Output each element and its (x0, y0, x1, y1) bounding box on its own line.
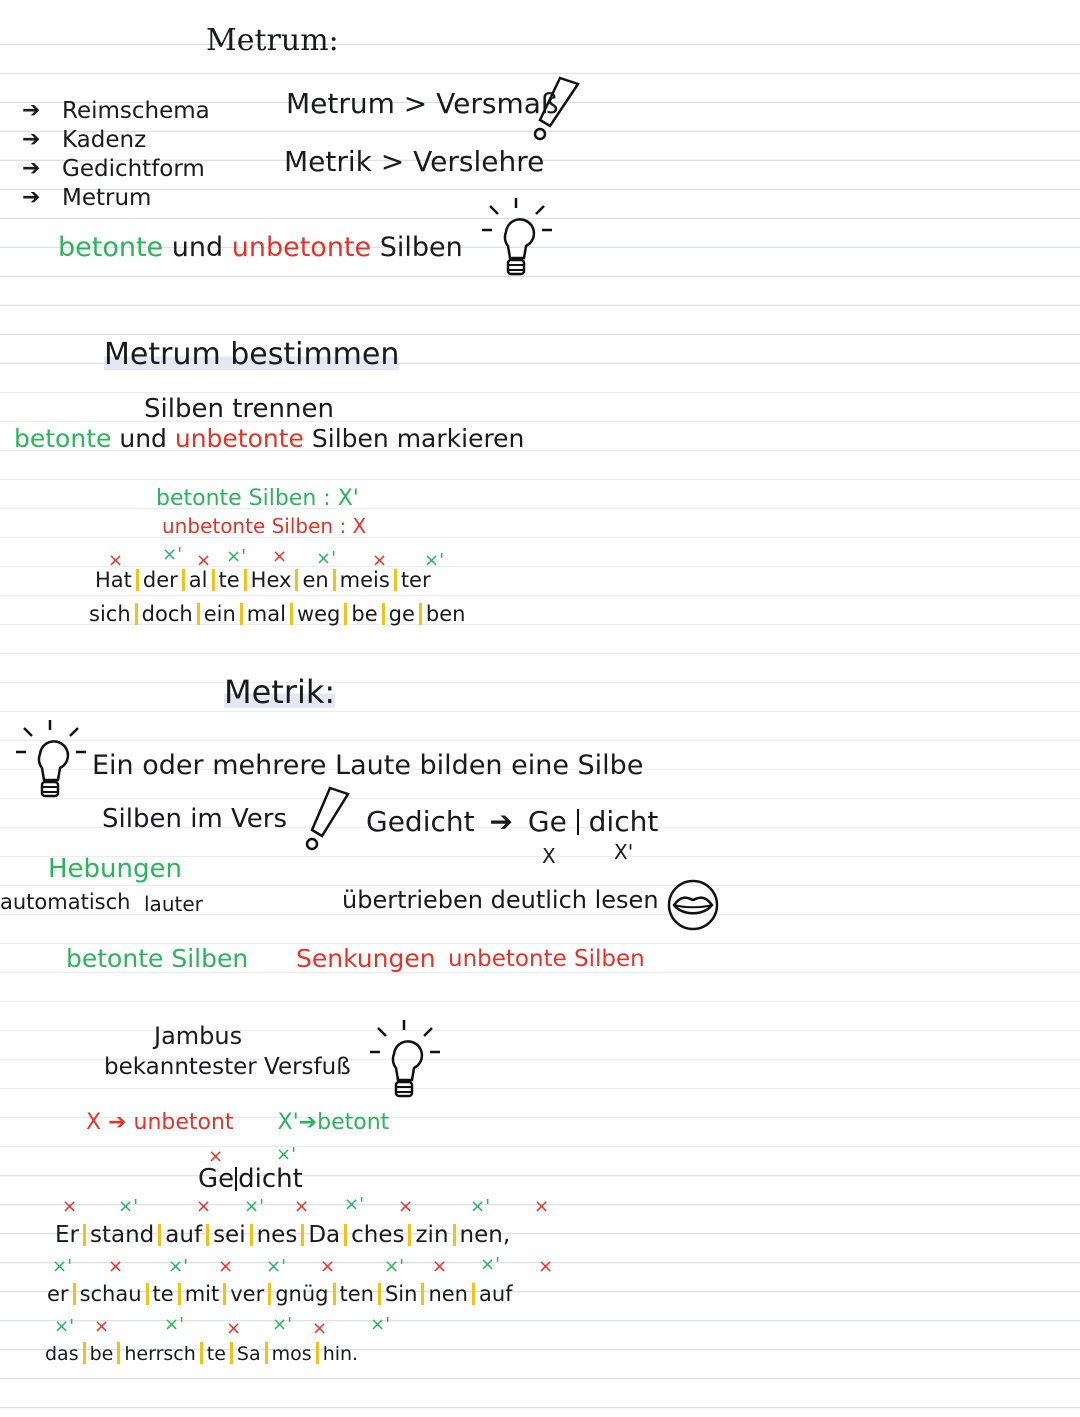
betonte-silben-label: betonte Silben (66, 944, 249, 973)
lightbulb-icon (478, 192, 558, 292)
legend-unstressed: unbetonte Silben : X (162, 514, 367, 538)
jambus-verse-3: das be herrsch te Sa mos hin. (45, 1343, 359, 1365)
list-item: ➔ Metrum (22, 184, 152, 211)
jambus-verse-2: er schau te mit ver gnüg ten Sin nen auf (47, 1282, 513, 1306)
stress-mark: ×' (54, 1316, 75, 1337)
stress-mark: ×' (164, 1314, 185, 1335)
gedicht-example: Gedicht ➔ Ge dicht (366, 805, 659, 838)
lightbulb-icon (366, 1014, 446, 1114)
hebungen-label: Hebungen (48, 854, 182, 884)
automatisch-label: automatisch (0, 890, 131, 914)
stress-mark: × (320, 1256, 336, 1277)
stress-mark: ×' (244, 1196, 265, 1217)
unbetonte-silben-label: unbetonte Silben (448, 946, 645, 972)
page-title: Metrum: (206, 23, 339, 58)
section-heading-bestimmen: Metrum bestimmen (104, 337, 400, 372)
stress-mark: ×' (226, 546, 247, 567)
metrik-definition: Ein oder mehrere Laute bilden eine Silbe (92, 750, 644, 781)
stress-mark: ×' (118, 1196, 139, 1217)
stress-mark: × (196, 550, 212, 571)
stress-mark: ×' (266, 1256, 287, 1277)
topic-list (22, 96, 210, 212)
stress-mark: × (398, 1196, 414, 1217)
list-item: ➔ Kadenz (22, 126, 147, 153)
stress-mark: × (538, 1256, 554, 1277)
stress-mark: × (226, 1318, 242, 1339)
section-heading-metrik: Metrik: (224, 673, 336, 711)
stress-mark: ×' (480, 1254, 501, 1275)
jambus-legend: X ➔ unbetont X'➔betont (86, 1110, 390, 1135)
stress-mark: ×' (384, 1256, 405, 1277)
example-verse-1: Hat der al te Hex en meis ter (95, 568, 431, 592)
stress-mark: ×' (162, 544, 183, 565)
exclamation-icon (528, 74, 584, 142)
legend-stressed: betonte Silben : X' (156, 486, 359, 511)
definition-metrik: Metrik > Verslehre (284, 145, 545, 178)
uebertrieben-label: übertrieben deutlich lesen (342, 886, 659, 914)
arrow-icon: ➔ (101, 1110, 134, 1135)
list-item: ➔ Gedichtform (22, 155, 205, 182)
stress-mark: × (372, 550, 388, 571)
definition-metrum: Metrum > Versmaß (286, 87, 559, 120)
example-verse-2: sich doch ein mal weg be ge ben (89, 602, 466, 626)
stress-mark: X (542, 844, 556, 868)
stress-line: betonte und unbetonte Silben (58, 232, 463, 263)
stress-mark: × (218, 1256, 234, 1277)
arrow-icon: ➔ (22, 98, 41, 123)
stress-mark: ×' (470, 1196, 491, 1217)
jambus-verse-1: Er stand auf sei nes Da ches zin nen, (55, 1222, 511, 1248)
arrow-icon: ➔ (22, 156, 41, 181)
stress-mark: ×' (276, 1144, 297, 1165)
stress-mark: × (196, 1196, 212, 1217)
arrow-icon: ➔ (298, 1110, 318, 1135)
arrow-icon: ➔ (489, 805, 513, 838)
lauter-label: lauter (144, 892, 203, 916)
stress-mark: × (62, 1196, 78, 1217)
stress-mark: ×' (168, 1256, 189, 1277)
stress-mark: × (432, 1256, 448, 1277)
stress-mark: ×' (272, 1314, 293, 1335)
arrow-icon: ➔ (22, 185, 41, 210)
stress-mark: × (208, 1146, 224, 1167)
stress-mark: × (294, 1196, 310, 1217)
stress-mark: ×' (424, 550, 445, 571)
arrow-icon: ➔ (22, 127, 41, 152)
stress-mark: X' (614, 840, 634, 864)
stress-mark: × (94, 1316, 110, 1337)
exclamation-icon (300, 784, 356, 852)
stress-mark: × (108, 550, 124, 571)
stress-mark: ×' (52, 1256, 73, 1277)
senkungen-label: Senkungen (296, 944, 436, 973)
step-markieren: betonte und unbetonte Silben markieren (14, 424, 525, 453)
stress-mark: × (312, 1318, 328, 1339)
lips-icon (666, 878, 720, 932)
jambus-gedicht: Ge dicht (198, 1164, 303, 1194)
stress-mark: ×' (344, 1194, 365, 1215)
stress-mark: × (108, 1256, 124, 1277)
stress-mark: ×' (316, 548, 337, 569)
jambus-title: Jambus (154, 1022, 243, 1050)
silben-im-vers: Silben im Vers (102, 804, 288, 834)
lightbulb-icon (12, 714, 92, 814)
list-item: ➔ Reimschema (22, 97, 210, 124)
step-silben-trennen: Silben trennen (144, 394, 334, 424)
stress-mark: × (534, 1196, 550, 1217)
stress-mark: × (272, 546, 288, 567)
jambus-subtitle: bekanntester Versfuß (104, 1054, 351, 1080)
stress-mark: ×' (370, 1314, 391, 1335)
